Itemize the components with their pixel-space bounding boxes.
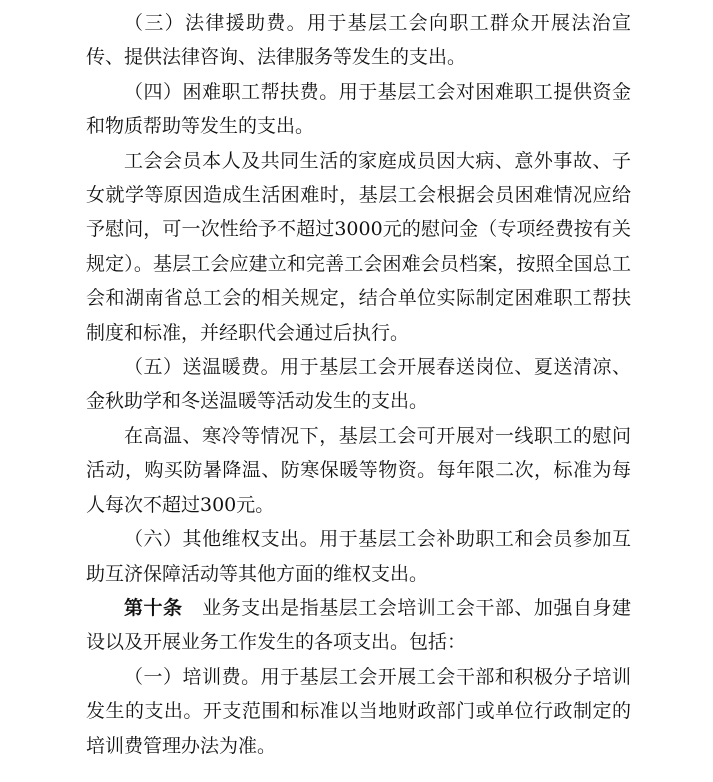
paragraph-member-condolence: 工会会员本人及共同生活的家庭成员因大病、意外事故、子女就学等原因造成生活困难时，基层工会根据会员困难情况应给予慰问，可一次性给予不超过3000元的慰问金（专项经费按有关规定）。基层工会应建立和完善工会困难会员档案，按照全国总工会和湖南省总工会的相关规定，结合单位实际制定困难职工帮扶制度和标准，并经职代会通过后执行。 [86, 149, 631, 344]
paragraph-article-ten [86, 591, 631, 660]
article-ten-body: 业务支出是指基层工会培训工会干部、加强自身建设以及开展业务工作发生的各项支出。包括： [86, 596, 631, 654]
document-page [86, 6, 631, 763]
paragraph-other-rights-expenses: （六）其他维权支出。用于基层工会补助职工和会员参加互助互济保障活动等其他方面的维权支出。 [86, 528, 631, 585]
paragraph-training-fee: （一）培训费。用于基层工会开展工会干部和积极分子培训发生的支出。开支范围和标准以当地财政部门或单位行政制定的培训费管理办法为准。 [86, 665, 631, 757]
paragraph-legal-aid-fee: （三）法律援助费。用于基层工会向职工群众开展法治宣传、提供法律咨询、法律服务等发生的支出。 [86, 12, 631, 69]
paragraph-warmth-delivery-fee: （五）送温暖费。用于基层工会开展春送岗位、夏送清凉、金秋助学和冬送温暖等活动发生的支出。 [86, 356, 631, 413]
paragraph-hardship-assistance-fee: （四）困难职工帮扶费。用于基层工会对困难职工提供资金和物质帮助等发生的支出。 [86, 80, 631, 138]
paragraph-weather-condolence: 在高温、寒冷等情况下，基层工会可开展对一线职工的慰问活动，购买防暑降温、防寒保暖等物资。每年限二次，标准为每人每次不超过300元。 [86, 424, 631, 516]
article-heading: 第十条 [124, 596, 183, 619]
